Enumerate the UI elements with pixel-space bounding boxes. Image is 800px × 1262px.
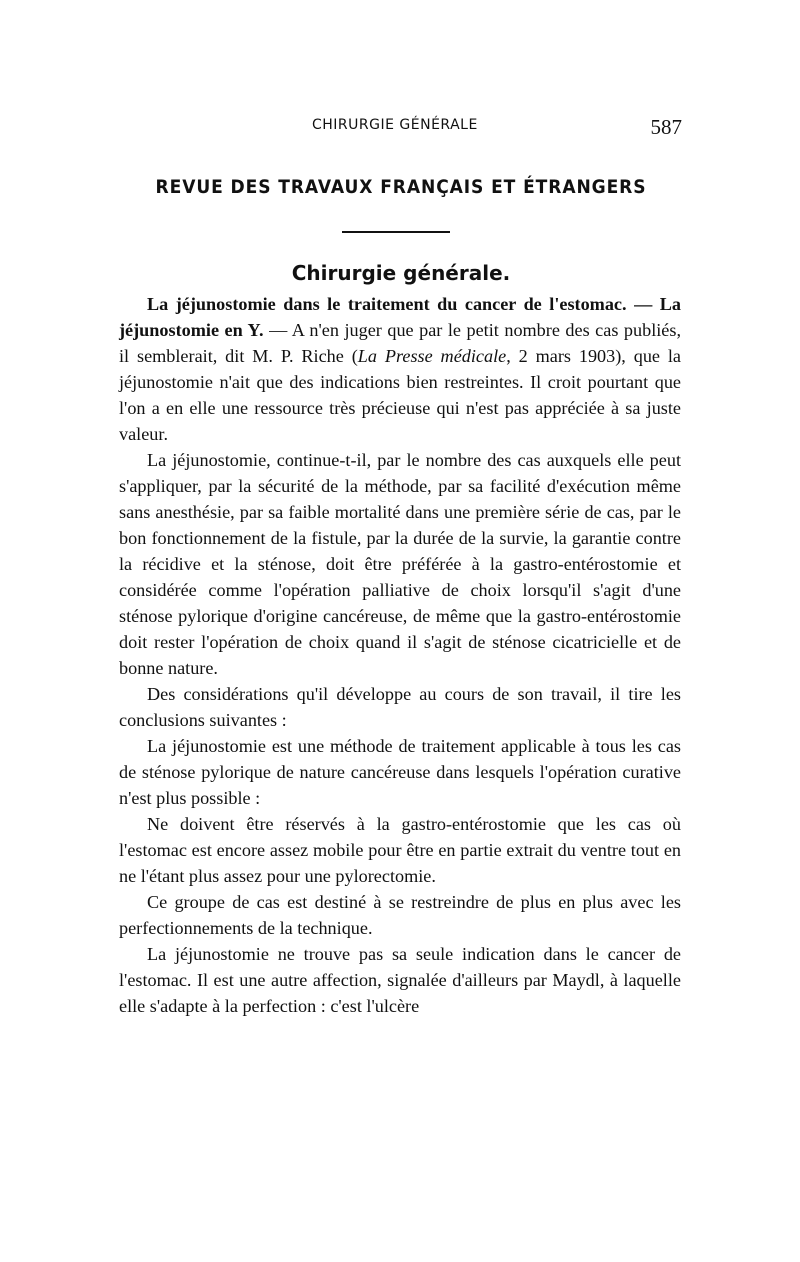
section-divider <box>342 231 450 233</box>
paragraph: Des considérations qu'il développe au cours de son travail, il tire les conclusions suivantes : <box>119 684 681 730</box>
paragraph: La jéjunostomie ne trouve pas sa seule indication dans le cancer de l'estomac. Il est une autre affection, signalée d'ailleurs par Maydl, à laquelle elle s'adapte à la perfection : c'est l'ulcère <box>119 944 681 1016</box>
section-title: REVUE DES TRAVAUX FRANÇAIS ET ÉTRANGERS <box>155 176 647 198</box>
subsection-title: Chirurgie générale. <box>291 261 511 285</box>
intro-text-b: , 2 mars 1903), que la jéjunostomie n'ait que des indications bien restreintes. Il croit pourtant que l'on a en elle une ressource très précieuse qui n'est pas appréciée à sa juste valeur. <box>119 346 682 444</box>
citation: La Presse médicale <box>357 346 507 366</box>
page-number: 587 <box>650 115 682 139</box>
paragraph: La jéjunostomie est une méthode de traitement applicable à tous les cas de sténose pylorique de nature cancéreuse dans lesquels l'opération curative n'est plus possible : <box>119 736 681 808</box>
paragraph: Ne doivent être réservés à la gastro-entérostomie que les cas où l'estomac est encore assez mobile pour être en partie extrait du ventre tout en ne l'étant plus assez pour une pylorectomie. <box>119 814 681 886</box>
running-title: CHIRURGIE GÉNÉRALE <box>312 117 478 133</box>
article-intro-paragraph <box>119 291 681 447</box>
running-header <box>120 117 682 139</box>
intro-text-a: — A n'en juger que par le petit nombre des cas publiés, il semblerait, dit M. P. Riche ( <box>119 320 682 366</box>
paragraph: Ce groupe de cas est destiné à se restreindre de plus en plus avec les perfectionnements de la technique. <box>119 892 681 938</box>
paragraph: La jéjunostomie, continue-t-il, par le nombre des cas auxquels elle peut s'appliquer, par la sécurité de la méthode, par sa facilité d'exécution même sans anesthésie, par sa faible mortalité dans une première série de cas, par le bon fonctionnement de la fistule, par la durée de la survie, la garantie contre la récidive et la sténose, doit être préférée à la gastro-entérostomie et considérée comme l'opération palliative de choix lorsqu'il s'agit d'une sténose pylorique d'origine cancéreuse, de même que la gastro-entérostomie doit rester l'opération de choix quand il s'agit de sténose cicatricielle et de bonne nature. <box>119 450 681 678</box>
article-title: La jéjunostomie dans le traitement du cancer de l'estomac. <box>147 294 627 314</box>
article-subtitle: — La jéjunostomie en Y. <box>119 294 681 340</box>
article-body <box>119 291 681 1019</box>
